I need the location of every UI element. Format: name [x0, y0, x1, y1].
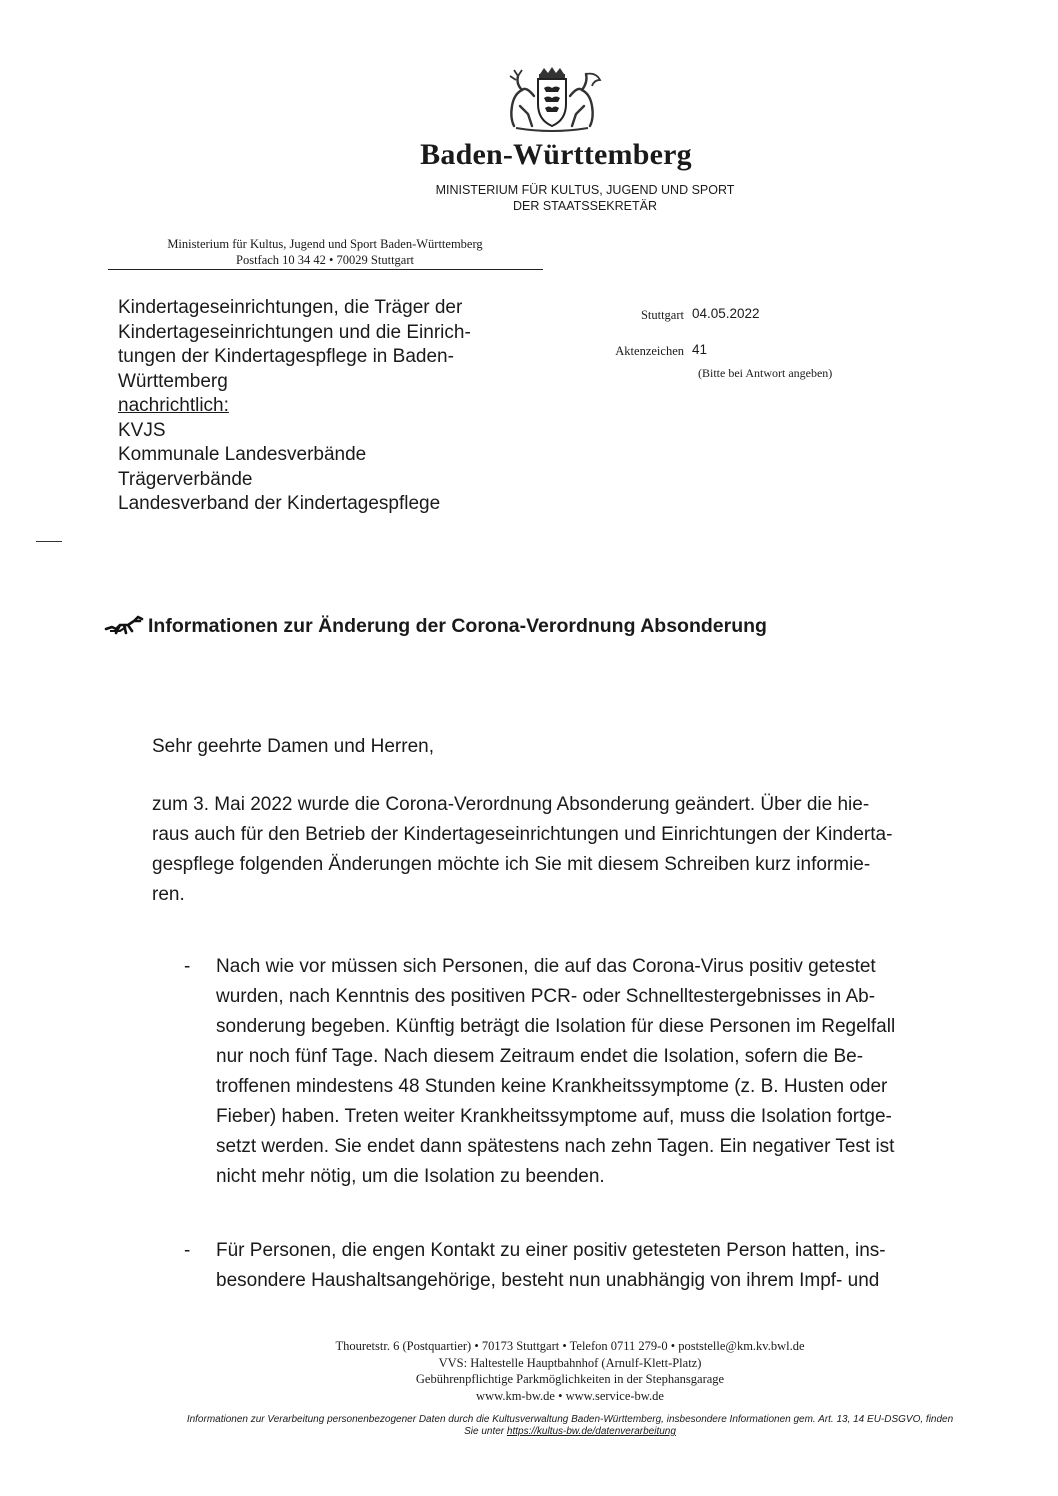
cc-recipient: KVJS — [118, 419, 166, 441]
letter-date: 04.05.2022 — [692, 306, 760, 321]
bullet-dash: - — [184, 1240, 191, 1261]
salutation: Sehr geehrte Damen und Herren, — [152, 736, 434, 757]
fold-mark — [36, 541, 62, 542]
recipient-line: Kindertageseinrichtungen, die Träger der — [118, 297, 463, 318]
bullet-line: nicht mehr nötig, um die Isolation zu beenden. — [216, 1166, 605, 1187]
ministry-subline: DER STAATSSEKRETÄR — [512, 199, 657, 213]
cc-label: nachrichtlich: — [118, 395, 229, 416]
date-row — [596, 306, 896, 326]
privacy-text: Informationen zur Verarbeitung personenbezogener Daten durch die Kultusverwaltung Baden-Württemberg, insbesondere Informationen gem. Art. 13, 14 EU-DSGVO, finden — [186, 1414, 954, 1425]
subject-text: Informationen zur Änderung der Corona-Verordnung Absonderung — [148, 615, 767, 637]
footer-address: Thouretstr. 6 (Postquartier) • 70173 Stuttgart • Telefon 0711 279-0 • poststelle@km.kv.bwl.de — [335, 1339, 805, 1353]
footer-parking: Gebührenpflichtige Parkmöglichkeiten in der Stephansgarage — [415, 1372, 725, 1386]
intro-line: raus auch für den Betrieb der Kindertageseinrichtungen und Einrichtungen der Kinderta- — [152, 824, 893, 845]
bullet-line: Nach wie vor müssen sich Personen, die auf das Corona-Virus positiv getestet — [216, 956, 876, 977]
footer-transit: VVS: Haltestelle Hauptbahnhof (Arnulf-Klett-Platz) — [438, 1355, 702, 1370]
reference-label: Aktenzeichen — [615, 344, 684, 358]
subject-line — [104, 615, 767, 638]
reference-row — [596, 342, 896, 362]
reference-value: 41 — [692, 342, 708, 357]
privacy-link-line — [150, 1426, 990, 1438]
sender-divider — [108, 269, 543, 270]
state-name-heading: Baden-Württemberg — [420, 138, 692, 171]
intro-line: ren. — [152, 884, 185, 905]
bullet-text — [216, 1236, 996, 1296]
bullet-line: Fieber) haben. Treten weiter Krankheitssymptome auf, muss die Isolation fortge- — [216, 1106, 892, 1127]
ministry-heading — [0, 182, 1058, 214]
intro-line: gespflege folgenden Änderungen möchte ich Sie mit diesem Schreiben kurz informie- — [152, 854, 871, 875]
recipient-line: tungen der Kindertagespflege in Baden- — [118, 346, 454, 367]
sender-address — [108, 236, 542, 268]
sender-line-1: Ministerium für Kultus, Jugend und Sport Baden-Württemberg — [167, 237, 483, 251]
bullet-line: setzt werden. Sie endet dann spätestens nach zehn Tagen. Ein negativer Test ist — [216, 1136, 895, 1157]
intro-paragraph — [152, 790, 972, 910]
bullet-line: Für Personen, die engen Kontakt zu einer positiv getesteten Person hatten, ins- — [216, 1240, 886, 1261]
bullet-line: nur noch fünf Tage. Nach diesem Zeitraum endet die Isolation, sofern die Be- — [216, 1046, 864, 1067]
privacy-link[interactable]: https://kultus-bw.de/datenverarbeitung — [506, 1426, 676, 1437]
reference-hint: (Bitte bei Antwort angeben) — [698, 366, 833, 380]
bullet-dash: - — [184, 956, 191, 977]
footer-contact — [0, 1338, 1058, 1404]
sender-line-2: Postfach 10 34 42 • 70029 Stuttgart — [236, 253, 414, 267]
stag-icon — [104, 615, 144, 635]
footer-websites: www.km-bw.de • www.service-bw.de — [476, 1388, 664, 1403]
recipient-line: Kindertageseinrichtungen und die Einrich- — [118, 321, 471, 343]
privacy-notice — [150, 1414, 990, 1438]
place-label: Stuttgart — [640, 308, 684, 322]
bullet-line: wurden, nach Kenntnis des positiven PCR- oder Schnelltestergebnisses in Ab- — [216, 986, 876, 1007]
coat-of-arms-icon — [492, 66, 612, 136]
intro-line: zum 3. Mai 2022 wurde die Corona-Verordnung Absonderung geändert. Über die hie- — [152, 794, 870, 815]
bullet-line: troffenen mindestens 48 Stunden keine Krankheitssymptome (z. B. Husten oder — [216, 1076, 888, 1097]
bullet-text — [216, 952, 996, 1192]
cc-recipient: Landesverband der Kindertagespflege — [118, 493, 441, 514]
recipient-block — [118, 296, 558, 517]
bullet-line: sonderung begeben. Künftig beträgt die Isolation für diese Personen im Regelfall — [216, 1016, 896, 1037]
ministry-line: MINISTERIUM FÜR KULTUS, JUGEND UND SPORT — [435, 183, 735, 197]
bullet-line: besondere Haushaltsangehörige, besteht nun unabhängig von ihrem Impf- und — [216, 1270, 880, 1291]
privacy-prefix: Sie unter — [464, 1426, 507, 1437]
cc-recipient: Kommunale Landesverbände — [118, 444, 367, 465]
letter-meta — [596, 306, 896, 380]
cc-recipient: Trägerverbände — [118, 468, 253, 490]
recipient-line: Württemberg — [118, 370, 228, 392]
